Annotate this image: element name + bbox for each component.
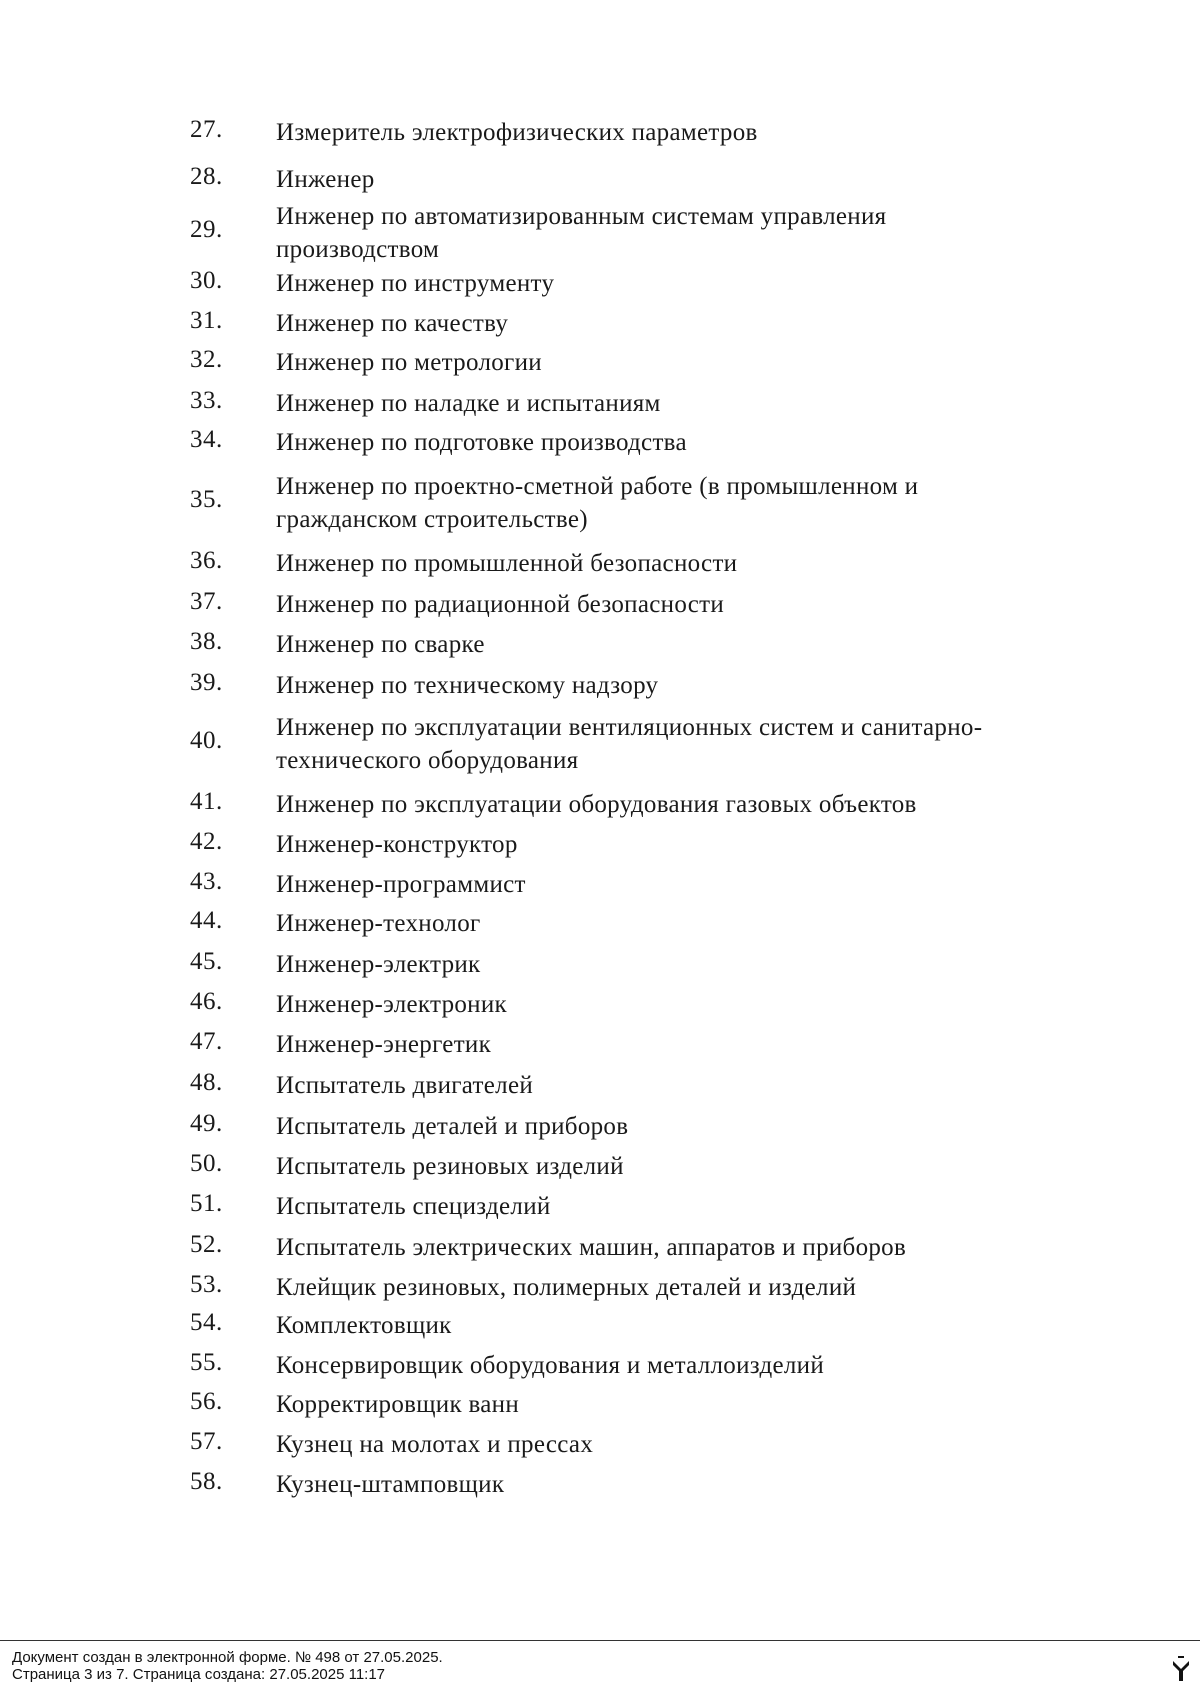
item-number: 33. (190, 387, 223, 414)
item-text-line: Инженер (276, 166, 375, 193)
item-number: 49. (190, 1110, 223, 1137)
item-number: 37. (190, 588, 223, 615)
item-number: 28. (190, 163, 223, 190)
footer-document-info: Документ создан в электронной форме. № 498 от 27.05.2025. (12, 1649, 443, 1666)
item-number: 46. (190, 988, 223, 1015)
item-text (276, 1190, 1076, 1223)
item-text-line: Инженер по наладке и испытаниям (276, 390, 661, 417)
item-text-line: Инженер по промышленной безопасности (276, 550, 738, 577)
item-text-line: технического оборудования (276, 747, 579, 774)
emblem-icon (1171, 1655, 1191, 1683)
item-text (276, 1388, 1076, 1421)
item-text-line: Кузнец-штамповщик (276, 1471, 505, 1498)
item-text-line: Инженер-электрик (276, 951, 481, 978)
item-text-line: Испытатель деталей и приборов (276, 1113, 629, 1140)
item-text-line: Инженер по радиационной безопасности (276, 591, 725, 618)
item-text (276, 1349, 1076, 1382)
item-text-line: Инженер по проектно-сметной работе (в промышленном и (276, 473, 919, 500)
item-number: 45. (190, 948, 223, 975)
item-text (276, 1428, 1076, 1461)
item-text (276, 1231, 1076, 1264)
item-text (276, 588, 1076, 621)
item-text-line: Инженер по инструменту (276, 270, 555, 297)
item-text (276, 948, 1076, 981)
item-text-line: Инженер по качеству (276, 310, 509, 337)
item-text-line: Инженер-программист (276, 871, 526, 898)
item-number: 41. (190, 788, 223, 815)
item-text (276, 1150, 1076, 1183)
item-text (276, 116, 1076, 149)
item-number: 55. (190, 1349, 223, 1376)
item-number: 50. (190, 1150, 223, 1177)
item-text (276, 669, 1076, 702)
item-text (276, 1069, 1076, 1102)
item-text (276, 1271, 1076, 1304)
item-text-line: Инженер по метрологии (276, 349, 542, 376)
item-number: 40. (190, 727, 223, 754)
item-text (276, 868, 1076, 901)
item-number: 36. (190, 547, 223, 574)
item-number: 38. (190, 628, 223, 655)
item-number: 32. (190, 346, 223, 373)
item-text (276, 547, 1076, 580)
item-number: 44. (190, 907, 223, 934)
item-text-line: Инженер-электроник (276, 991, 507, 1018)
item-number: 57. (190, 1428, 223, 1455)
item-text (276, 470, 1076, 536)
item-text (276, 387, 1076, 420)
item-number: 51. (190, 1190, 223, 1217)
item-text-line: Измеритель электрофизических параметров (276, 119, 758, 146)
item-text (276, 163, 1076, 196)
item-text-line: Инженер по эксплуатации оборудования газовых объектов (276, 791, 917, 818)
item-number: 53. (190, 1271, 223, 1298)
item-text (276, 628, 1076, 661)
item-text (276, 711, 1076, 777)
item-text-line: Инженер-конструктор (276, 831, 518, 858)
item-text-line: гражданском строительстве) (276, 506, 588, 533)
item-number: 58. (190, 1468, 223, 1495)
item-text (276, 200, 1076, 266)
item-text (276, 1110, 1076, 1143)
item-text (276, 1309, 1076, 1342)
item-text-line: Инженер-технолог (276, 910, 481, 937)
item-number: 31. (190, 307, 223, 334)
item-text-line: Корректировщик ванн (276, 1391, 520, 1418)
item-text-line: Испытатель электрических машин, аппаратов и приборов (276, 1234, 907, 1261)
item-text (276, 988, 1076, 1021)
item-text (276, 828, 1076, 861)
item-text (276, 907, 1076, 940)
item-text-line: Инженер по автоматизированным системам управления (276, 203, 887, 230)
item-text-line: Инженер по подготовке производства (276, 429, 687, 456)
item-text-line: Инженер по техническому надзору (276, 672, 659, 699)
item-number: 39. (190, 669, 223, 696)
item-text-line: Инженер по эксплуатации вентиляционных систем и санитарно- (276, 714, 983, 741)
item-number: 48. (190, 1069, 223, 1096)
item-text-line: Испытатель специзделий (276, 1193, 551, 1220)
item-text-line: Испытатель резиновых изделий (276, 1153, 624, 1180)
item-number: 43. (190, 868, 223, 895)
item-text (276, 346, 1076, 379)
footer-page-info: Страница 3 из 7. Страница создана: 27.05.2025 11:17 (12, 1666, 386, 1683)
item-text-line: Комплектовщик (276, 1312, 452, 1339)
item-text (276, 267, 1076, 300)
item-number: 52. (190, 1231, 223, 1258)
item-text-line: Кузнец на молотах и прессах (276, 1431, 594, 1458)
item-number: 54. (190, 1309, 223, 1336)
item-number: 34. (190, 426, 223, 453)
item-text (276, 1028, 1076, 1061)
item-number: 30. (190, 267, 223, 294)
item-number: 56. (190, 1388, 223, 1415)
item-number: 27. (190, 116, 223, 143)
item-number: 35. (190, 486, 223, 513)
item-text (276, 307, 1076, 340)
item-number: 47. (190, 1028, 223, 1055)
item-text-line: производством (276, 236, 440, 263)
item-text-line: Инженер-энергетик (276, 1031, 492, 1058)
item-text-line: Клейщик резиновых, полимерных деталей и изделий (276, 1274, 857, 1301)
item-text-line: Испытатель двигателей (276, 1072, 534, 1099)
item-text (276, 788, 1076, 821)
document-footer (0, 1640, 1200, 1699)
item-text (276, 1468, 1076, 1501)
item-number: 42. (190, 828, 223, 855)
item-text (276, 426, 1076, 459)
item-number: 29. (190, 216, 223, 243)
item-text-line: Консервировщик оборудования и металлоизделий (276, 1352, 825, 1379)
item-text-line: Инженер по сварке (276, 631, 485, 658)
